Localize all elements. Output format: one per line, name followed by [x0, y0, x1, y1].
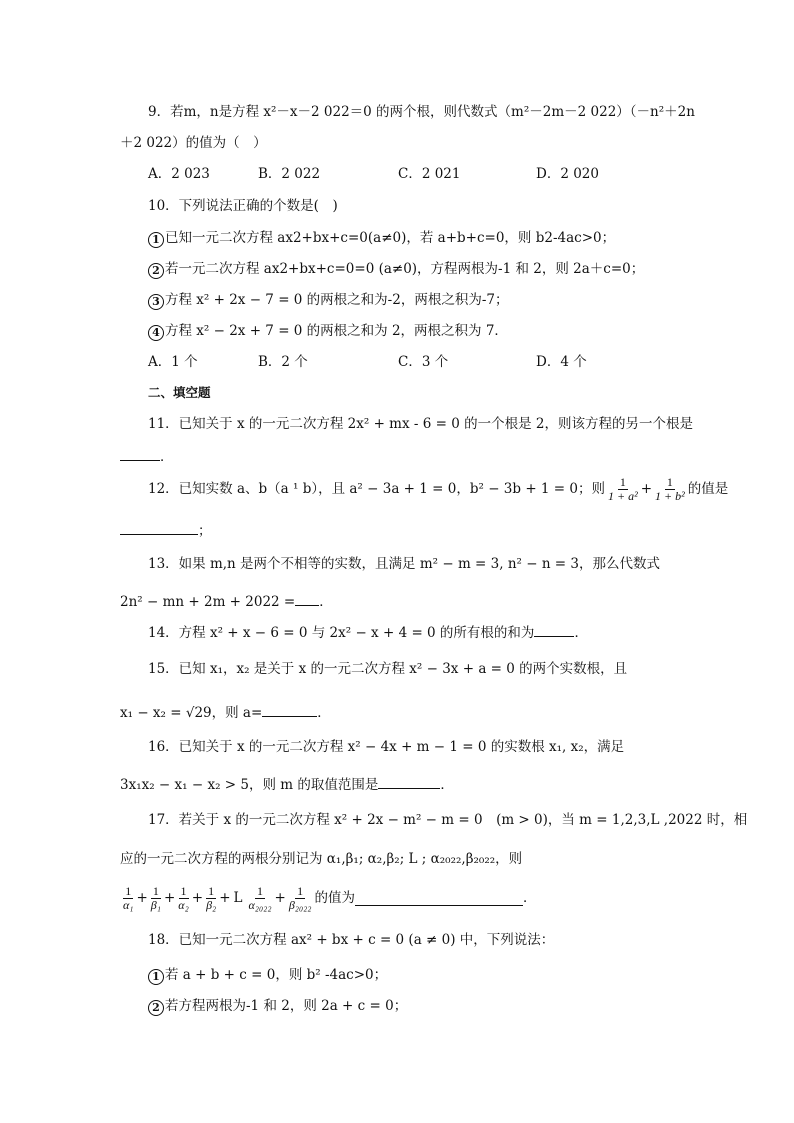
q17-ellipsis: L	[233, 890, 243, 906]
q14-period: ．	[574, 625, 588, 641]
q17-line1: 17．若关于 x 的一元二次方程 x² + 2x − m² − m = 0 (m > 0)，当 m = 1,2,3,L ,2022 时，相	[148, 812, 748, 828]
q16-period: ．	[440, 777, 454, 793]
q15-answer-blank[interactable]	[262, 702, 317, 717]
q17-plus: +	[219, 890, 231, 906]
q17-period: ．	[522, 890, 537, 906]
frac-den: β₂₀₂₂	[288, 897, 312, 912]
q12-plus: +	[640, 481, 653, 497]
q12-semicolon: ；	[198, 523, 212, 539]
q15-line1: 15．已知 x₁，x₂ 是关于 x 的一元二次方程 x² − 3x + a = 0 的两个实数根，且	[148, 661, 628, 677]
q10-item-4-text: 方程 x² − 2x + 7 = 0 的两根之和为 2，两根之积为 7．	[165, 323, 508, 339]
q10-item-3	[148, 290, 508, 310]
q11-period: ．	[160, 449, 174, 465]
q17-line2: 应的一元二次方程的两根分别记为 α₁,β₁; α₂,β₂; L ; α₂₀₂₂,β₂₀₂₂，则	[120, 851, 523, 867]
q9-options	[148, 164, 668, 184]
circled-number-4: 4	[148, 325, 164, 341]
q12-line2	[120, 520, 212, 541]
q13-expression: 2n² − mn + 2m + 2022 =	[120, 594, 296, 610]
q14-text: 14．方程 x² + x − 6 = 0 与 2x² − x + 4 = 0 的所有根的和为	[148, 625, 535, 641]
q14-line1	[148, 622, 588, 643]
q12-text-b: 的值是	[687, 481, 729, 497]
q13-line1: 13．如果 m,n 是两个不相等的实数，且满足 m² − m = 3, n² − n = 3，那么代数式	[148, 556, 660, 572]
q16-line2	[120, 774, 454, 795]
q15-condition: x₁ − x₂ = √29，则 a=	[120, 705, 263, 721]
q12-frac1-den: 1 + a²	[608, 488, 638, 503]
frac-num: 1	[125, 883, 132, 898]
frac-num: 1	[257, 883, 263, 898]
frac-num: 1	[208, 883, 215, 898]
q16-answer-blank[interactable]	[378, 774, 440, 789]
q13-period: ．	[319, 594, 333, 610]
q18-line1: 18．已知一元二次方程 ax² + bx + c = 0 (a ≠ 0) 中，下列说法：	[148, 932, 555, 948]
q17-line3	[120, 880, 536, 916]
circled-number-3: 3	[148, 294, 164, 310]
q17-text-end: 的值为	[314, 890, 355, 906]
frac-den: β₁	[150, 897, 161, 912]
q12-frac2-num: 1	[666, 474, 673, 489]
frac-num: 1	[152, 883, 159, 898]
q17-frac-alpha2	[176, 885, 190, 912]
frac-den: α₁	[123, 897, 134, 912]
q9-option-d: D．2 020	[536, 166, 599, 182]
q12-answer-blank[interactable]	[120, 520, 198, 535]
q17-plus: +	[163, 890, 176, 906]
q12-fraction-2	[653, 476, 687, 503]
circled-number-1: 1	[148, 232, 164, 248]
q9-option-b: B．2 022	[258, 166, 321, 182]
q12-text-a: 12．已知实数 a、b（a ¹ b），且 a² − 3a + 1 = 0，b² − 3b + 1 = 0；则	[148, 481, 605, 497]
q15-period: ．	[317, 705, 331, 721]
frac-num: 1	[297, 883, 304, 898]
q11-line2	[120, 446, 174, 467]
q17-answer-blank[interactable]	[355, 891, 523, 906]
q10-item-1-text: 已知一元二次方程 ax2+bx+c=0(a≠0)，若 a+b+c=0，则 b2-4ac>0；	[165, 230, 616, 246]
q13-answer-blank[interactable]	[295, 591, 319, 606]
q13-line2	[120, 591, 333, 612]
q10-options	[148, 352, 668, 372]
q17-frac-beta2	[204, 885, 218, 912]
q12-line1	[148, 472, 728, 506]
q10-item-2-text: 若一元二次方程 ax2+bx+c=0=0 (a≠0)，方程两根为-1 和 2，则 2a＋c=0；	[165, 261, 645, 277]
section-heading-fill-in: 二、填空题	[148, 385, 211, 400]
frac-den: α₂₀₂₂	[248, 897, 272, 912]
circled-number-1: 1	[148, 969, 164, 985]
q17-frac-beta1	[149, 885, 163, 912]
q9-line1: 9．若m，n是方程 x²－x－2 022＝0 的两个根，则代数式（m²－2m－2 022）（－n²＋2n	[148, 104, 695, 120]
q10-item-1	[148, 228, 615, 248]
q12-frac2-den: 1 + b²	[655, 488, 685, 503]
q18-item-1-text: 若 a + b + c = 0，则 b² -4ac>0；	[165, 967, 388, 983]
frac-num: 1	[180, 883, 187, 898]
q9-line2: ＋2 022）的值为（ ）	[120, 135, 267, 151]
q16-line1: 16．已知关于 x 的一元二次方程 x² − 4x + m − 1 = 0 的实数根 x₁, x₂，满足	[148, 739, 625, 755]
q9-option-a: A．2 023	[148, 166, 210, 182]
q10-stem: 10．下列说法正确的个数是( )	[148, 198, 338, 214]
q10-item-4	[148, 321, 508, 341]
q17-frac-alpha1	[121, 885, 135, 912]
q11-line1: 11．已知关于 x 的一元二次方程 2x² + mx - 6 = 0 的一个根是 2，则该方程的另一个根是	[148, 416, 693, 432]
q10-option-b: B．2 个	[258, 354, 308, 370]
q17-frac-alpha2022	[247, 885, 274, 912]
q17-plus: +	[136, 890, 148, 906]
frac-den: α₂	[178, 897, 189, 912]
q18-item-2-text: 若方程两根为-1 和 2，则 2a + c = 0；	[165, 998, 408, 1014]
q17-frac-beta2022	[287, 885, 314, 912]
q16-condition: 3x₁x₂ − x₁ − x₂ > 5，则 m 的取值范围是	[120, 777, 379, 793]
q12-frac1-num: 1	[619, 474, 626, 489]
circled-number-2: 2	[148, 263, 164, 279]
q10-item-3-text: 方程 x² + 2x − 7 = 0 的两根之和为-2，两根之积为-7；	[165, 292, 509, 308]
q17-plus: +	[191, 890, 204, 906]
q18-item-2	[148, 996, 407, 1016]
q10-option-d: D．4 个	[536, 354, 587, 370]
frac-den: β₂	[206, 897, 217, 912]
q11-answer-blank[interactable]	[120, 446, 160, 461]
q10-option-a: A．1 个	[148, 354, 198, 370]
q18-item-1	[148, 965, 387, 985]
q14-answer-blank[interactable]	[534, 622, 574, 637]
q17-plus: +	[274, 890, 286, 906]
q9-option-c: C．2 021	[398, 166, 461, 182]
q10-item-2	[148, 259, 644, 279]
q15-line2	[120, 702, 331, 723]
q12-fraction-1	[606, 476, 640, 503]
q10-option-c: C．3 个	[398, 354, 449, 370]
circled-number-2: 2	[148, 1000, 164, 1016]
